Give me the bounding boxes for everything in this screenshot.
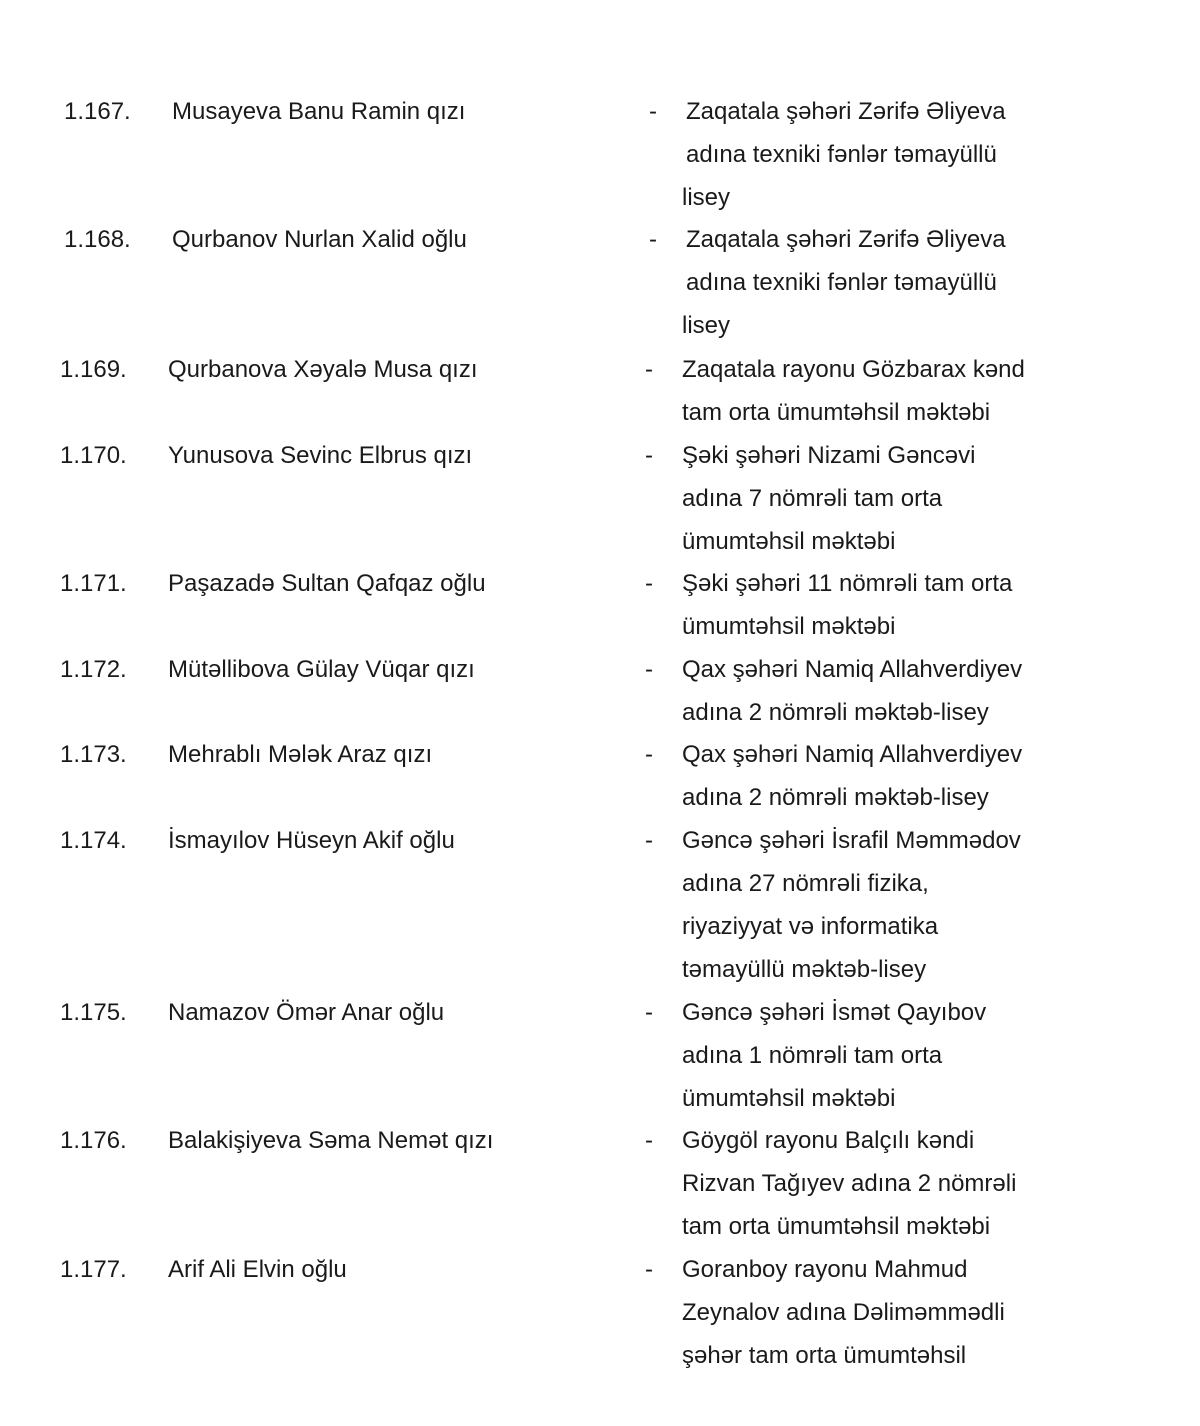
institution-line: tam orta ümumtəhsil məktəbi [682,1213,991,1240]
separator-dash: - [645,442,653,469]
institution-line: Qax şəhəri Namiq Allahverdiyev [682,741,1023,768]
entry-number: 1.170. [60,442,127,469]
person-name: Yunusova Sevinc Elbrus qızı [168,442,473,469]
separator-dash: - [645,999,653,1026]
entry-number: 1.176. [60,1127,127,1154]
separator-dash: - [645,827,653,854]
person-name: İsmayılov Hüseyn Akif oğlu [168,827,455,854]
person-name: Namazov Ömər Anar oğlu [168,999,445,1026]
institution-line: Göygöl rayonu Balçılı kəndi [682,1127,975,1154]
separator-dash: - [645,570,653,597]
institution [682,733,1022,819]
person-name: Musayeva Banu Ramin qızı [172,98,466,125]
institution [682,434,975,563]
institution [682,562,1012,648]
separator-dash: - [649,98,657,125]
institution-line: adına texniki fənlər təmayüllü [686,141,997,168]
institution-line: Zaqatala şəhəri Zərifə Əliyeva [686,98,1006,125]
institution-line: Gəncə şəhəri İsmət Qayıbov [682,999,987,1026]
institution-line: ümumtəhsil məktəbi [682,1085,896,1112]
separator-dash: - [645,656,653,683]
separator-dash: - [645,741,653,768]
institution [682,218,1006,347]
person-name: Balakişiyeva Səma Nemət qızı [168,1127,494,1154]
institution [682,991,986,1120]
institution-line: adına 2 nömrəli məktəb-lisey [682,699,989,726]
separator-dash: - [645,356,653,383]
institution [682,348,1025,434]
institution-line: riyaziyyat və informatika [682,913,939,940]
institution-line: adına 7 nömrəli tam orta [682,485,943,512]
institution-line: Rizvan Tağıyev adına 2 nömrəli [682,1170,1017,1197]
separator-dash: - [645,1256,653,1283]
entry-number: 1.174. [60,827,127,854]
institution-line: Şəki şəhəri 11 nömrəli tam orta [682,570,1013,597]
institution-line: Gəncə şəhəri İsrafil Məmmədov [682,827,1021,854]
institution-line: adına 2 nömrəli məktəb-lisey [682,784,989,811]
institution-line: lisey [682,312,731,339]
separator-dash: - [649,226,657,253]
institution-line: təmayüllü məktəb-lisey [682,956,927,983]
institution [682,648,1022,734]
person-name: Mehrablı Mələk Araz qızı [168,741,433,768]
entry-number: 1.168. [64,226,131,253]
institution-line: adına 27 nömrəli fizika, [682,870,929,897]
institution-line: Zeynalov adına Dəliməmmədli [682,1299,1005,1326]
person-name: Qurbanova Xəyalə Musa qızı [168,356,478,383]
entry-number: 1.171. [60,570,127,597]
entry-number: 1.177. [60,1256,127,1283]
entry-number: 1.173. [60,741,127,768]
institution-line: adına 1 nömrəli tam orta [682,1042,943,1069]
institution-line: ümumtəhsil məktəbi [682,528,896,555]
institution [682,819,1021,991]
entry-number: 1.175. [60,999,127,1026]
person-name: Qurbanov Nurlan Xalid oğlu [172,226,467,253]
institution-line: adına texniki fənlər təmayüllü [686,269,997,296]
institution-line: Goranboy rayonu Mahmud [682,1256,968,1283]
institution [682,1119,1016,1248]
institution [682,90,1006,219]
person-name: Paşazadə Sultan Qafqaz oğlu [168,570,486,597]
institution-line: Zaqatala şəhəri Zərifə Əliyeva [686,226,1006,253]
institution-line: ümumtəhsil məktəbi [682,613,896,640]
institution-line: tam orta ümumtəhsil məktəbi [682,399,991,426]
separator-dash: - [645,1127,653,1154]
institution-line: lisey [682,184,731,211]
entry-number: 1.169. [60,356,127,383]
entry-number: 1.167. [64,98,131,125]
institution-line: Şəki şəhəri Nizami Gəncəvi [682,442,976,469]
person-name: Arif Ali Elvin oğlu [168,1256,347,1283]
institution-line: Qax şəhəri Namiq Allahverdiyev [682,656,1023,683]
institution-line: şəhər tam orta ümumtəhsil [682,1342,967,1369]
person-name: Mütəllibova Gülay Vüqar qızı [168,656,475,683]
entry-number: 1.172. [60,656,127,683]
institution [682,1248,1005,1377]
institution-line: Zaqatala rayonu Gözbarax kənd [682,356,1025,383]
